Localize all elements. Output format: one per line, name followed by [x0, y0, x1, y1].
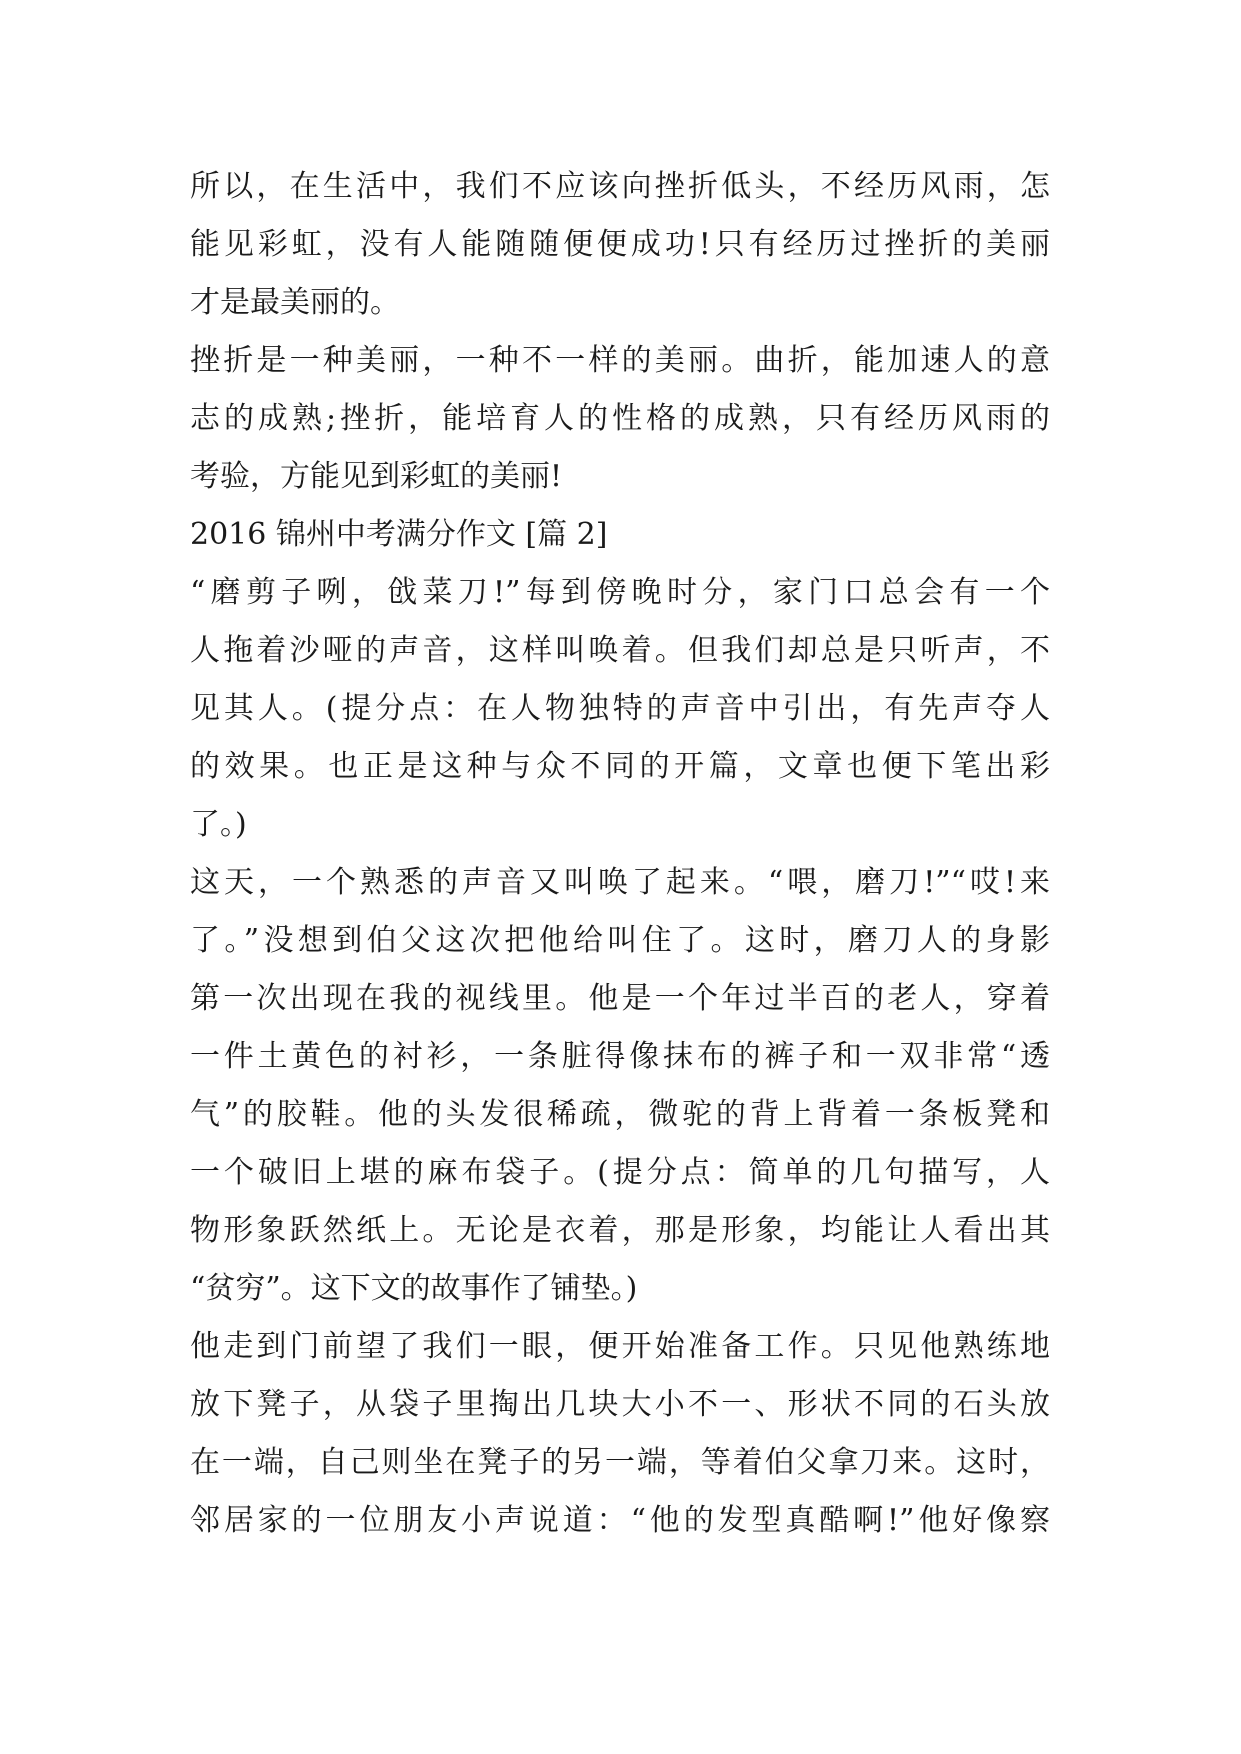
text-line: 见其人。(提分点：在人物独特的声音中引出，有先声夺人: [190, 691, 1050, 726]
text-line: 2016 锦州中考满分作文 [篇 2]: [190, 517, 608, 552]
text-line: 才是最美丽的。: [190, 285, 400, 320]
text-line: 第一次出现在我的视线里。他是一个年过半百的老人，穿着: [190, 981, 1050, 1016]
text-line: 他走到门前望了我们一眼，便开始准备工作。只见他熟练地: [190, 1329, 1050, 1364]
text-line: 这天，一个熟悉的声音又叫唤了起来。“喂，磨刀!”“哎!来: [190, 865, 1050, 900]
text-line: 了。): [190, 807, 247, 842]
text-line: 挫折是一种美丽，一种不一样的美丽。曲折，能加速人的意: [190, 343, 1050, 378]
document-body: [190, 158, 1050, 1550]
text-line: 气”的胶鞋。他的头发很稀疏，微驼的背上背着一条板凳和: [190, 1097, 1050, 1132]
text-line: 志的成熟;挫折，能培育人的性格的成熟，只有经历风雨的: [190, 401, 1050, 436]
text-line: 人拖着沙哑的声音，这样叫唤着。但我们却总是只听声，不: [190, 633, 1050, 668]
text-line: 能见彩虹，没有人能随随便便成功!只有经历过挫折的美丽: [190, 227, 1050, 262]
text-line: 在一端，自己则坐在凳子的另一端，等着伯父拿刀来。这时，: [190, 1445, 1050, 1480]
text-line: “贫穷”。这下文的故事作了铺垫。): [190, 1271, 638, 1306]
text-line: 了。”没想到伯父这次把他给叫住了。这时，磨刀人的身影: [190, 923, 1050, 958]
text-line: 一个破旧上堪的麻布袋子。(提分点：简单的几句描写，人: [190, 1155, 1050, 1190]
text-line: 一件土黄色的衬衫，一条脏得像抹布的裤子和一双非常“透: [190, 1039, 1050, 1074]
text-line: 物形象跃然纸上。无论是衣着，那是形象，均能让人看出其: [190, 1213, 1050, 1248]
text-line: 考验，方能见到彩虹的美丽!: [190, 459, 563, 494]
text-line: 所以，在生活中，我们不应该向挫折低头，不经历风雨，怎: [190, 169, 1050, 204]
text-line: 放下凳子，从袋子里掏出几块大小不一、形状不同的石头放: [190, 1387, 1050, 1422]
text-line: 的效果。也正是这种与众不同的开篇，文章也便下笔出彩: [190, 749, 1050, 784]
text-line: “磨剪子咧，戗菜刀!”每到傍晚时分，家门口总会有一个: [190, 575, 1050, 610]
text-line: 邻居家的一位朋友小声说道：“他的发型真酷啊!”他好像察: [190, 1503, 1050, 1538]
